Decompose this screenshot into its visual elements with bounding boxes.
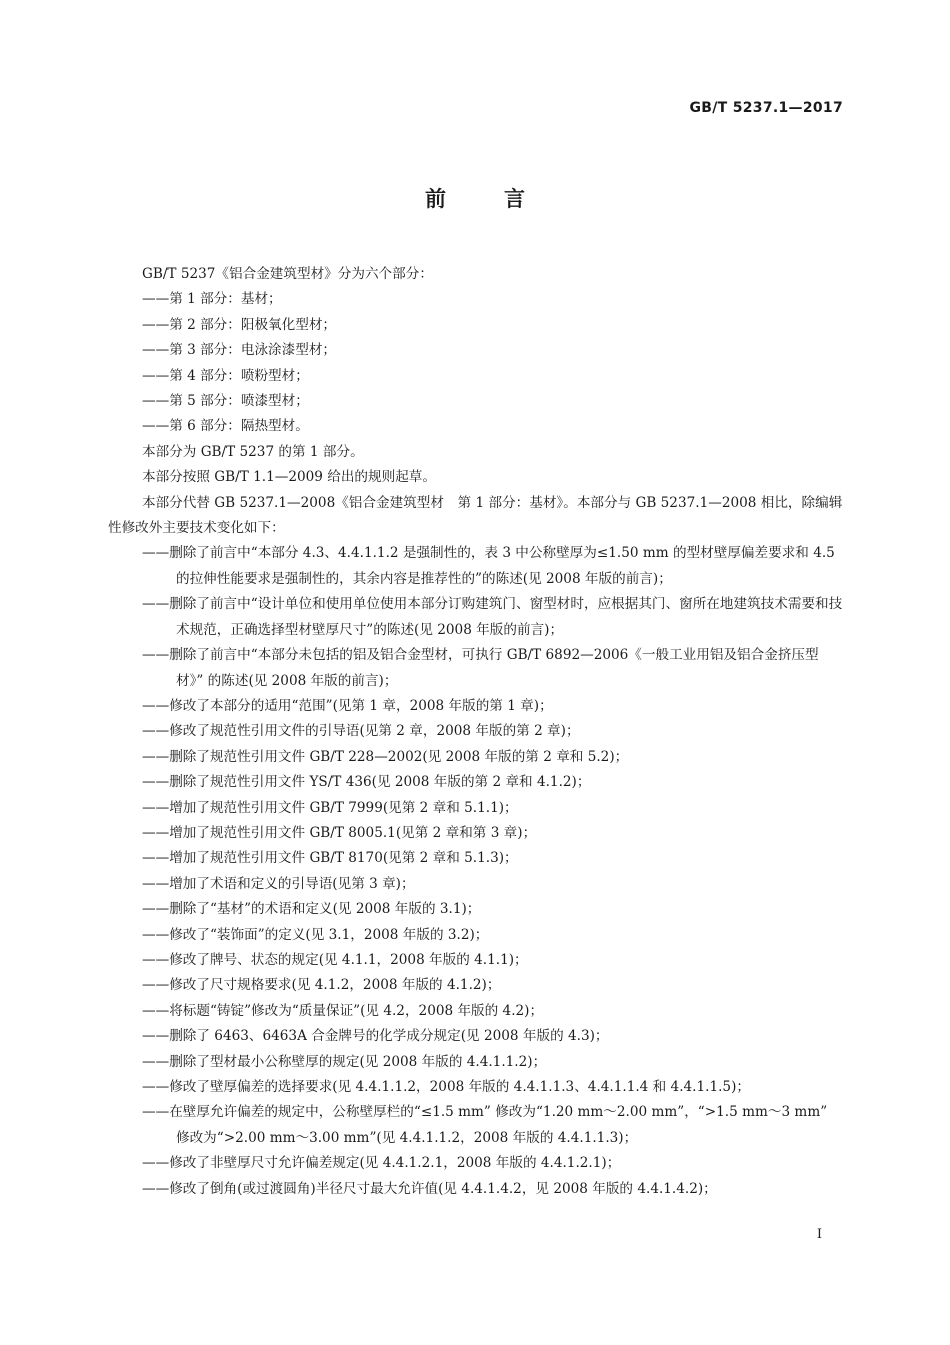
change-item: ——修改了“装饰面”的定义(见 3.1，2008 年版的 3.2)； [142,926,489,943]
change-item: ——修改了本部分的适用“范围”(见第 1 章，2008 年版的第 1 章)； [142,697,553,714]
change-item: ——在壁厚允许偏差的规定中，公称壁厚栏的“≤1.5 mm” 修改为“1.20 mm～2.00 mm”，“>1.5 mm～3 mm” 修改为“>2.00 mm～3.00 mm”(见 4.4.1.1.2，2008 年版的 4.4.1.1.3)； [142,1104,828,1146]
change-item: ——修改了牌号、状态的规定(见 4.1.1，2008 年版的 4.1.1)； [142,951,528,968]
change-item: ——增加了规范性引用文件 GB/T 7999(见第 2 章和 5.1.1)； [142,799,518,816]
change-item: ——删除了规范性引用文件 GB/T 228—2002(见 2008 年版的第 2 章和 5.2)； [142,748,629,765]
list-item: ——第 3 部分：电泳涂漆型材； [142,342,337,359]
list-item: ——第 6 部分：隔热型材。 [142,418,309,435]
change-item: ——修改了壁厚偏差的选择要求(见 4.4.1.1.2，2008 年版的 4.4.1.1.3、4.4.1.1.4 和 4.4.1.1.5)； [142,1079,750,1095]
this-part-paragraph: 本部分为 GB/T 5237 的第 1 部分。 [142,443,364,460]
page-number: I [816,1227,822,1242]
page-title: 前言 [425,187,583,211]
change-item: ——修改了倒角(或过渡圆角)半径尺寸最大允许值(见 4.4.1.4.2，见 2008 年版的 4.4.1.4.2)； [142,1180,717,1197]
change-item: ——修改了非壁厚尺寸允许偏差规定(见 4.4.1.2.1，2008 年版的 4.4.1.2.1)； [142,1155,621,1172]
standard-number: GB/T 5237.1—2017 [689,100,843,116]
change-item: ——删除了规范性引用文件 YS/T 436(见 2008 年版的第 2 章和 4.1.2)； [142,774,591,791]
document-body [108,262,845,1202]
change-item: ——增加了术语和定义的引导语(见第 3 章)； [142,875,415,892]
intro-paragraph: GB/T 5237《铝合金建筑型材》分为六个部分： [142,266,433,282]
change-item: ——将标题“铸锭”修改为“质量保证”(见 4.2，2008 年版的 4.2)； [142,1002,544,1019]
list-item: ——第 4 部分：喷粉型材； [142,367,309,384]
change-item: ——增加了规范性引用文件 GB/T 8005.1(见第 2 章和第 3 章)； [142,824,537,841]
change-item: ——删除了前言中“本部分未包括的铝及铝合金型材，可执行 GB/T 6892—2006《一般工业用铝及铝合金挤压型材》” 的陈述(见 2008 年版的前言)； [142,647,819,689]
change-item: ——增加了规范性引用文件 GB/T 8170(见第 2 章和 5.1.3)； [142,850,518,867]
change-item: ——删除了 6463、6463A 合金牌号的化学成分规定(见 2008 年版的 4.3)； [142,1028,609,1045]
change-item: ——删除了前言中“本部分 4.3、4.4.1.1.2 是强制性的，表 3 中公称壁厚为≤1.50 mm 的型材壁厚偏差要求和 4.5 的拉伸性能要求是强制性的，其余内容是推荐性的”的陈述(见 2008 年版的前言)； [142,545,835,587]
change-item: ——修改了规范性引用文件的引导语(见第 2 章，2008 年版的第 2 章)； [142,723,580,740]
change-item: ——删除了型材最小公称壁厚的规定(见 2008 年版的 4.4.1.1.2)； [142,1053,547,1070]
change-item: ——删除了前言中“设计单位和使用单位使用本部分订购建筑门、窗型材时，应根据其门、窗所在地建筑技术需要和技术规范，正确选择型材壁厚尺寸”的陈述(见 2008 年版的前言)； [142,596,843,638]
replaces-paragraph: 本部分代替 GB 5237.1—2008《铝合金建筑型材 第 1 部分：基材》。本部分与 GB 5237.1—2008 相比，除编辑性修改外主要技术变化如下： [108,494,843,537]
list-item: ——第 1 部分：基材； [142,291,282,308]
change-item: ——删除了“基材”的术语和定义(见 2008 年版的 3.1)； [142,901,481,918]
list-item: ——第 5 部分：喷漆型材； [142,393,309,410]
drafting-paragraph: 本部分按照 GB/T 1.1—2009 给出的规则起草。 [142,469,436,486]
list-item: ——第 2 部分：阳极氧化型材； [142,316,337,333]
change-item: ——修改了尺寸规格要求(见 4.1.2，2008 年版的 4.1.2)； [142,977,501,994]
